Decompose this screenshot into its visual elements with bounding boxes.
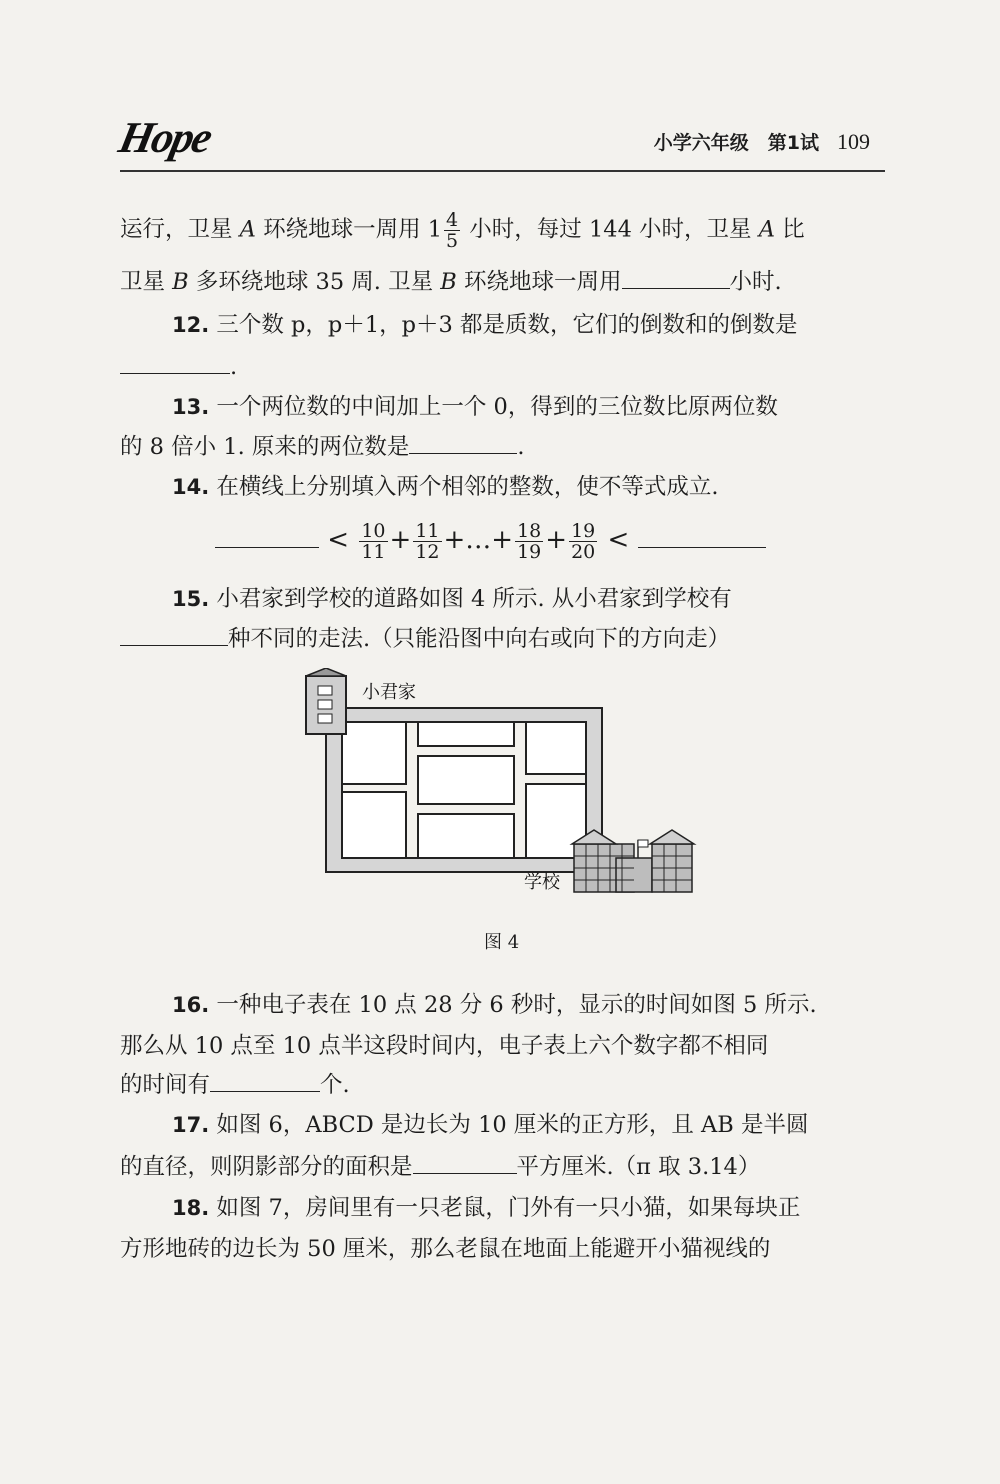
q15-line2: 种不同的走法.（只能沿图中向右或向下的方向走） xyxy=(120,624,890,654)
home-label: 小君家 xyxy=(362,682,416,703)
question-number: 16. xyxy=(172,993,210,1017)
question-number: 18. xyxy=(172,1196,210,1220)
fraction-18-19: $\frac{18}{19}$ xyxy=(517,519,542,563)
fraction-11-12: $\frac{11}{12}$ xyxy=(415,519,440,563)
figure-4-caption: 图 4 xyxy=(484,932,520,953)
hope-logo: Hope xyxy=(114,113,215,162)
answer-blank-q14-right[interactable] xyxy=(638,527,766,548)
q11-line1: 运行，卫星 A 环绕地球一周用 1 $\frac{4}{5}$ 小时，每过 144 小时，卫星 A 比 xyxy=(120,209,805,252)
q12-line1: 12. 三个数 p，p＋1，p＋3 都是质数，它们的倒数和的倒数是 xyxy=(172,312,798,338)
page-number: 109 xyxy=(837,129,870,154)
q18-line2: 方形地砖的边长为 50 厘米，那么老鼠在地面上能避开小猫视线的 xyxy=(120,1236,771,1262)
answer-blank-q12[interactable] xyxy=(120,353,230,374)
question-number: 13. xyxy=(172,395,210,419)
question-number: 14. xyxy=(172,475,210,499)
q15-line1: 15. 小君家到学校的道路如图 4 所示. 从小君家到学校有 xyxy=(172,586,732,612)
question-number: 17. xyxy=(172,1113,210,1137)
answer-blank-q15[interactable] xyxy=(120,625,228,646)
question-number: 12. xyxy=(172,313,210,337)
grade-test-label: 小学六年级 第1试 xyxy=(653,132,819,154)
school-building-icon xyxy=(572,830,694,892)
q13-line2: 的 8 倍小 1. 原来的两位数是 . xyxy=(120,434,525,460)
q16-line2: 那么从 10 点至 10 点半这段时间内，电子表上六个数字都不相同 xyxy=(120,1033,769,1059)
answer-blank-q17[interactable] xyxy=(413,1153,517,1174)
fraction-4-5: $\frac{4}{5}$ xyxy=(446,209,459,252)
q16-line1: 16. 一种电子表在 10 点 28 分 6 秒时，显示的时间如图 5 所示. xyxy=(172,992,817,1018)
q14-line1: 14. 在横线上分别填入两个相邻的整数，使不等式成立. xyxy=(172,474,719,500)
q18-line1: 18. 如图 7，房间里有一只老鼠，门外有一只小猫，如果每块正 xyxy=(172,1195,801,1221)
figure-4-road-map xyxy=(290,668,710,898)
q13-line1: 13. 一个两位数的中间加上一个 0，得到的三位数比原两位数 xyxy=(172,394,778,420)
q17-line2: 的直径，则阴影部分的面积是 平方厘米.（π 取 3.14） xyxy=(120,1154,761,1180)
q11-line2: 卫星 B 多环绕地球 35 周. 卫星 B 环绕地球一周用 小时. xyxy=(120,269,782,295)
answer-blank-q14-left[interactable] xyxy=(215,527,319,548)
school-label: 学校 xyxy=(524,872,560,893)
q14-inequality: < $\frac{10}{11}$ + $\frac{11}{12}$ +…+ $\frac{18}{19}$ + $\frac{19}{20}$ < xyxy=(215,518,815,562)
q16-line3: 的时间有 个. xyxy=(120,1072,350,1098)
answer-blank-q11[interactable] xyxy=(622,268,730,289)
header-rule xyxy=(120,170,885,172)
fraction-19-20: $\frac{19}{20}$ xyxy=(571,519,596,563)
q17-line1: 17. 如图 6，ABCD 是边长为 10 厘米的正方形，且 AB 是半圆 xyxy=(172,1112,809,1138)
fraction-10-11: $\frac{10}{11}$ xyxy=(361,519,386,563)
home-building-icon xyxy=(306,668,346,734)
answer-blank-q13[interactable] xyxy=(409,433,517,454)
page-header xyxy=(654,128,870,155)
answer-blank-q16[interactable] xyxy=(210,1071,320,1092)
question-number: 15. xyxy=(172,587,210,611)
q12-line2: . xyxy=(120,352,890,382)
